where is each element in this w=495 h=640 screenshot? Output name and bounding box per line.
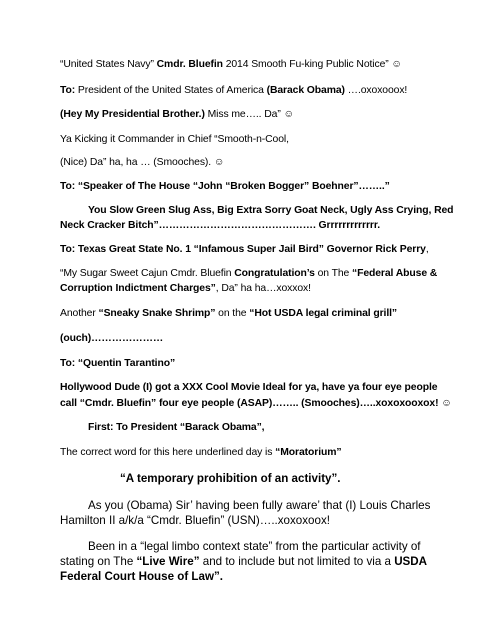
recipient-line-president: To: President of the United States of America (Barack Obama) ….oxoxooox! xyxy=(60,85,408,96)
notice-heading: “United States Navy” Cmdr. Bluefin 2014 Smooth Fu-king Public Notice” ☺ xyxy=(60,59,402,70)
greeting-line: (Hey My Presidential Brother.) Miss me….. Da” ☺ xyxy=(60,109,294,120)
limbo-paragraph-line-1: Been in a “legal limbo context state” from the particular activity of xyxy=(88,540,421,553)
congratulations-line-1: “My Sugar Sweet Cajun Cmdr. Bluefin Congratulation’s on The “Federal Abuse & xyxy=(60,268,438,279)
definition-line: “A temporary prohibition of an activity”. xyxy=(120,472,341,485)
insult-paragraph-line-1: You Slow Green Slug Ass, Big Extra Sorry Goat Neck, Ugly Ass Crying, Red xyxy=(88,205,454,216)
congratulations-line-2: Corruption Indictment Charges”, Da” ha ha…xoxxox! xyxy=(60,283,311,294)
shrimp-line: Another “Sneaky Snake Shrimp” on the “Hot USDA legal criminal grill” xyxy=(60,308,398,319)
insult-paragraph-line-2: Neck Cracker Bitch”………………………………………. Grrrrrrrrrrrrr. xyxy=(60,220,380,231)
recipient-line-tarantino: To: “Quentin Tarantino” xyxy=(60,358,176,369)
aware-paragraph-line-1: As you (Obama) Sir’ having been fully aware’ that (I) Louis Charles xyxy=(88,499,431,512)
aware-paragraph-line-2: Hamilton II a/k/a “Cmdr. Bluefin” (USN)…..xoxoxoox! xyxy=(60,514,330,527)
paragraph-commander: Ya Kicking it Commander in Chief “Smooth-n-Cool, xyxy=(60,134,289,145)
recipient-line-speaker: To: “Speaker of The House “John “Broken Bogger” Boehner”……..” xyxy=(60,181,390,192)
moratorium-line: The correct word for this here underlined day is “Moratorium” xyxy=(60,447,342,458)
movie-idea-line-1: Hollywood Dude (I) got a XXX Cool Movie Ideal for ya, have ya four eye people xyxy=(60,382,438,393)
movie-idea-line-2: call “Cmdr. Bluefin” four eye people (ASAP)…….. (Smooches)…..xoxoxooxox! ☺ xyxy=(60,398,452,409)
paragraph-smooches: (Nice) Da” ha, ha … (Smooches). ☺ xyxy=(60,157,225,168)
ouch-line: (ouch)………………… xyxy=(60,333,164,344)
limbo-paragraph-line-3: Federal Court House of Law”. xyxy=(60,570,223,583)
limbo-paragraph-line-2: stating on The “Live Wire” and to include but not limited to via a USDA xyxy=(60,555,428,568)
recipient-line-governor: To: Texas Great State No. 1 “Infamous Super Jail Bird” Governor Rick Perry, xyxy=(60,244,429,255)
first-to-president-line: First: To President “Barack Obama”, xyxy=(88,422,265,433)
